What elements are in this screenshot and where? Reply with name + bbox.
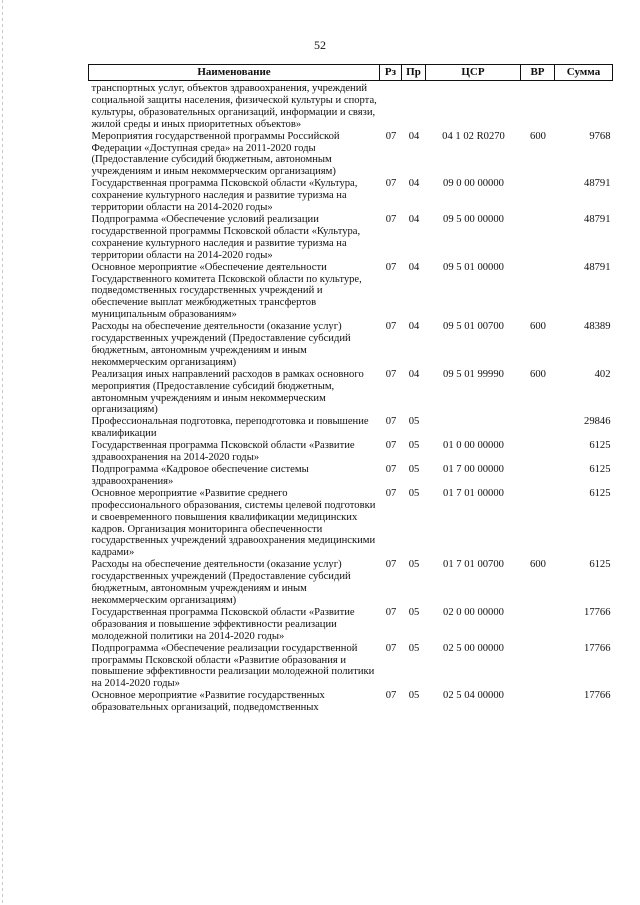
cell-csr: 09 5 01 99990 [443,368,504,380]
table-row [89,214,613,262]
cell-name: Расходы на обеспечение деятельности (оказание услуг) государственных учреждений (Предоставление субсидий бюджетным, автономным учреждениям и иным некоммерческим организациям) [91,559,351,606]
cell-rz [380,81,402,131]
cell-sum: 48791 [584,213,611,225]
cell-rz: 07 [385,416,397,428]
cell-sum: 17766 [584,690,611,702]
cell-csr: 01 7 01 00000 [443,487,504,499]
cell-name: Государственная программа Псковской области «Развитие образования и повышение эффективности реализации молодежной политики на 2014-2020 годы» [91,606,355,642]
cell-vr [521,488,555,559]
cell-csr: 02 0 00 00000 [443,606,504,618]
cell-csr: 09 5 01 00000 [443,261,504,273]
cell-rz: 07 [385,261,397,273]
table-row [89,464,613,488]
table-row [89,488,613,559]
table-row [89,440,613,464]
cell-rz: 07 [385,690,397,702]
cell-vr [521,643,555,691]
cell-csr: 01 7 00 00000 [443,464,504,475]
cell-rz: 07 [385,642,397,654]
cell-name: Расходы на обеспечение деятельности (оказание услуг) государственных учреждений (Предоставление субсидий бюджетным, автономным учреждениям и иным некоммерческим организациям) [91,321,351,368]
cell-pr: 05 [408,642,420,654]
cell-pr: 05 [408,487,420,499]
cell-vr [521,464,555,488]
cell-rz: 07 [385,130,397,142]
cell-vr: 600 [530,321,546,333]
cell-pr: 04 [408,213,420,225]
cell-sum [555,81,613,131]
cell-rz: 07 [385,213,397,225]
cell-sum: 6125 [589,487,611,499]
cell-name: Подпрограмма «Обеспечение реализации государственной программы Псковской области «Развитие образования и повышение эффективности реализации молодежной политики на 2014-2020 годы» [91,642,375,690]
cell-csr: 02 5 00 00000 [443,642,504,654]
cell-name: Основное мероприятие «Развитие государственных образовательных организаций, подведомственных [91,690,325,714]
cell-pr [402,81,426,131]
header-pr: Пр [402,65,426,81]
page-number: 52 [314,38,326,52]
cell-vr: 600 [530,368,546,380]
cell-sum: 48389 [584,321,611,333]
table-body [89,81,613,715]
header-sum: Сумма [555,65,613,81]
scan-edge [2,0,3,905]
cell-csr: 09 5 00 00000 [443,213,504,225]
cell-pr: 04 [408,321,420,333]
cell-pr: 05 [408,606,420,618]
table-row [89,131,613,179]
budget-table [88,64,613,714]
table-row [89,607,613,643]
cell-sum: 6125 [589,559,611,571]
table-row [89,559,613,607]
cell-pr: 05 [408,440,420,452]
cell-vr [521,440,555,464]
table-row [89,262,613,322]
table-row [89,81,613,131]
table-row [89,416,613,440]
cell-pr: 04 [408,368,420,380]
cell-vr [521,178,555,214]
cell-rz: 07 [385,559,397,571]
cell-vr [521,690,555,714]
cell-rz: 07 [385,606,397,618]
cell-sum: 9768 [589,130,611,142]
cell-rz: 07 [385,440,397,452]
cell-pr: 05 [408,416,420,428]
cell-vr: 600 [530,130,546,142]
cell-sum: 6125 [589,440,611,452]
cell-rz: 07 [385,487,397,499]
cell-csr: 01 7 01 00700 [443,559,504,571]
cell-sum: 17766 [584,642,611,654]
cell-sum: 17766 [584,606,611,618]
cell-sum: 402 [594,368,611,380]
cell-name: Основное мероприятие «Развитие среднего профессионального образования, системы целевой подготовки и своевременного повышения квалификации медицинских кадров. Организация мониторинга обеспеченности государственных учреждений здравоохранения медицинскими кадрами» [91,487,376,559]
cell-rz: 07 [385,321,397,333]
cell-pr: 04 [408,178,420,190]
cell-pr: 04 [408,130,420,142]
table-row [89,321,613,369]
table-header-row [89,65,613,81]
cell-pr: 04 [408,261,420,273]
cell-csr: 02 5 04 00000 [443,690,504,702]
header-vr: ВР [521,65,555,81]
cell-rz: 07 [385,464,397,475]
cell-vr: 600 [530,559,546,571]
cell-vr [521,214,555,262]
cell-csr: 09 5 01 00700 [443,321,504,333]
cell-rz: 07 [385,368,397,380]
table-row [89,369,613,417]
header-name: Наименование [89,65,380,81]
cell-vr [521,416,555,440]
cell-csr [426,81,521,131]
cell-name: Реализация иных направлений расходов в рамках основного мероприятия (Предоставление субсидий бюджетным, автономным учреждениям и иным некоммерческим организациям) [91,368,364,416]
cell-csr: 09 0 00 00000 [443,178,504,190]
cell-vr [521,81,555,131]
cell-sum: 6125 [589,464,611,475]
cell-rz: 07 [385,178,397,190]
cell-name: Основное мероприятие «Обеспечение деятельности Государственного комитета Псковской области по культуре, подведомственных государственных учреждений и обеспечение выплат межбюджетных трансфертов муниципальным образованиям» [91,261,362,321]
table-row [89,643,613,691]
cell-pr: 05 [408,464,420,475]
cell-name: транспортных услуг, объектов здравоохранения, учреждений социальной защиты населения, физической культуры и спорта, культуры, образовательных организаций, информации и связи, жилой среды и иных приоритетных объектов» [91,83,377,130]
cell-name: Профессиональная подготовка, переподготовка и повышение квалификации [91,416,369,440]
table-row [89,690,613,714]
cell-csr: 04 1 02 R0270 [442,130,505,142]
cell-name: Государственная программа Псковской области «Культура, сохранение культурного наследия и развитие туризма на территории области на 2014-2020 годы» [91,178,358,214]
cell-csr [426,416,521,440]
cell-name: Подпрограмма «Обеспечение условий реализации государственной программы Псковской области «Культура, сохранение культурного наследия и развитие туризма на территории области на 2014-2020 годы» [91,213,361,261]
cell-pr: 05 [408,559,420,571]
cell-name: Мероприятия государственной программы Российской Федерации «Доступная среда» на 2011-2020 годы (Предоставление субсидий бюджетным, автономным учреждениям и иным некоммерческим организациям) [91,130,340,178]
cell-csr: 01 0 00 00000 [443,440,504,452]
header-csr: ЦСР [426,65,521,81]
cell-sum: 48791 [584,178,611,190]
cell-name: Государственная программа Псковской области «Развитие здравоохранения на 2014-2020 годы» [91,440,355,464]
header-rz: Рз [380,65,402,81]
table-row [89,178,613,214]
cell-vr [521,607,555,643]
cell-pr: 05 [408,690,420,702]
cell-vr [521,262,555,322]
cell-name: Подпрограмма «Кадровое обеспечение системы здравоохранения» [91,464,309,487]
cell-sum: 48791 [584,261,611,273]
cell-sum: 29846 [584,416,611,428]
